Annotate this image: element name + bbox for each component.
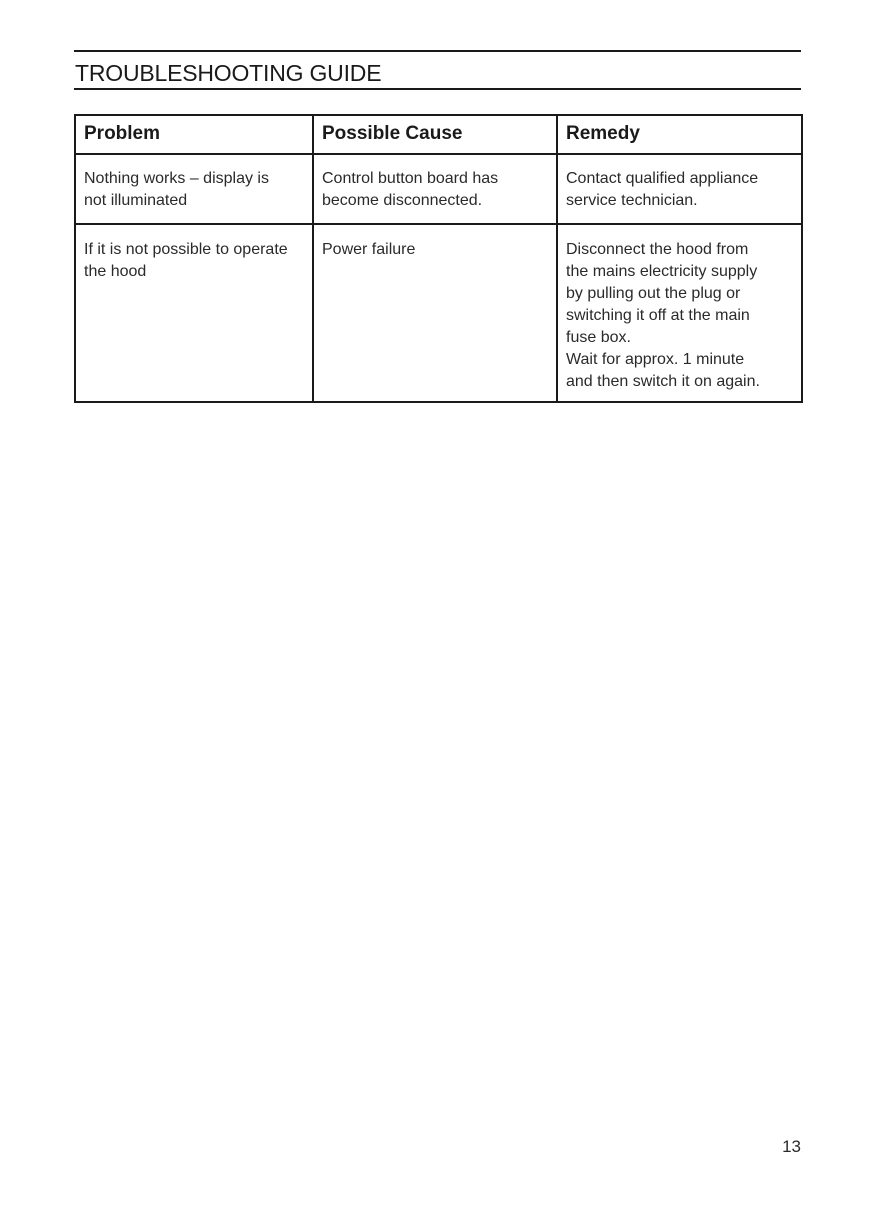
problem-cell	[75, 154, 313, 224]
problem-text: Nothing works – display is not illuminated	[84, 170, 269, 209]
remedy-text: Contact qualified appliance service technician.	[566, 170, 759, 209]
remedy-cell	[557, 154, 802, 224]
page-number: 13	[782, 1137, 801, 1156]
problem-cell	[75, 224, 313, 402]
cause-text: Power failure	[322, 241, 416, 258]
column-header-possible-cause: Possible Cause	[313, 115, 557, 154]
cause-cell	[313, 224, 557, 402]
table-row	[75, 154, 802, 224]
cause-cell	[313, 154, 557, 224]
page-header	[74, 50, 801, 90]
column-header-remedy: Remedy	[557, 115, 802, 154]
table-header-row	[75, 115, 802, 154]
troubleshooting-table	[74, 114, 803, 403]
page-title: TROUBLESHOOTING GUIDE	[75, 60, 382, 86]
column-header-problem: Problem	[75, 115, 313, 154]
cause-text: Control button board has become disconnected.	[322, 170, 499, 209]
remedy-text: Disconnect the hood from the mains electricity supply by pulling out the plug or switching it off at the main fuse box. Wait for approx. 1 minute and then switch it on again.	[566, 241, 760, 390]
remedy-cell	[557, 224, 802, 402]
table-row	[75, 224, 802, 402]
problem-text: If it is not possible to operate the hood	[84, 241, 288, 280]
